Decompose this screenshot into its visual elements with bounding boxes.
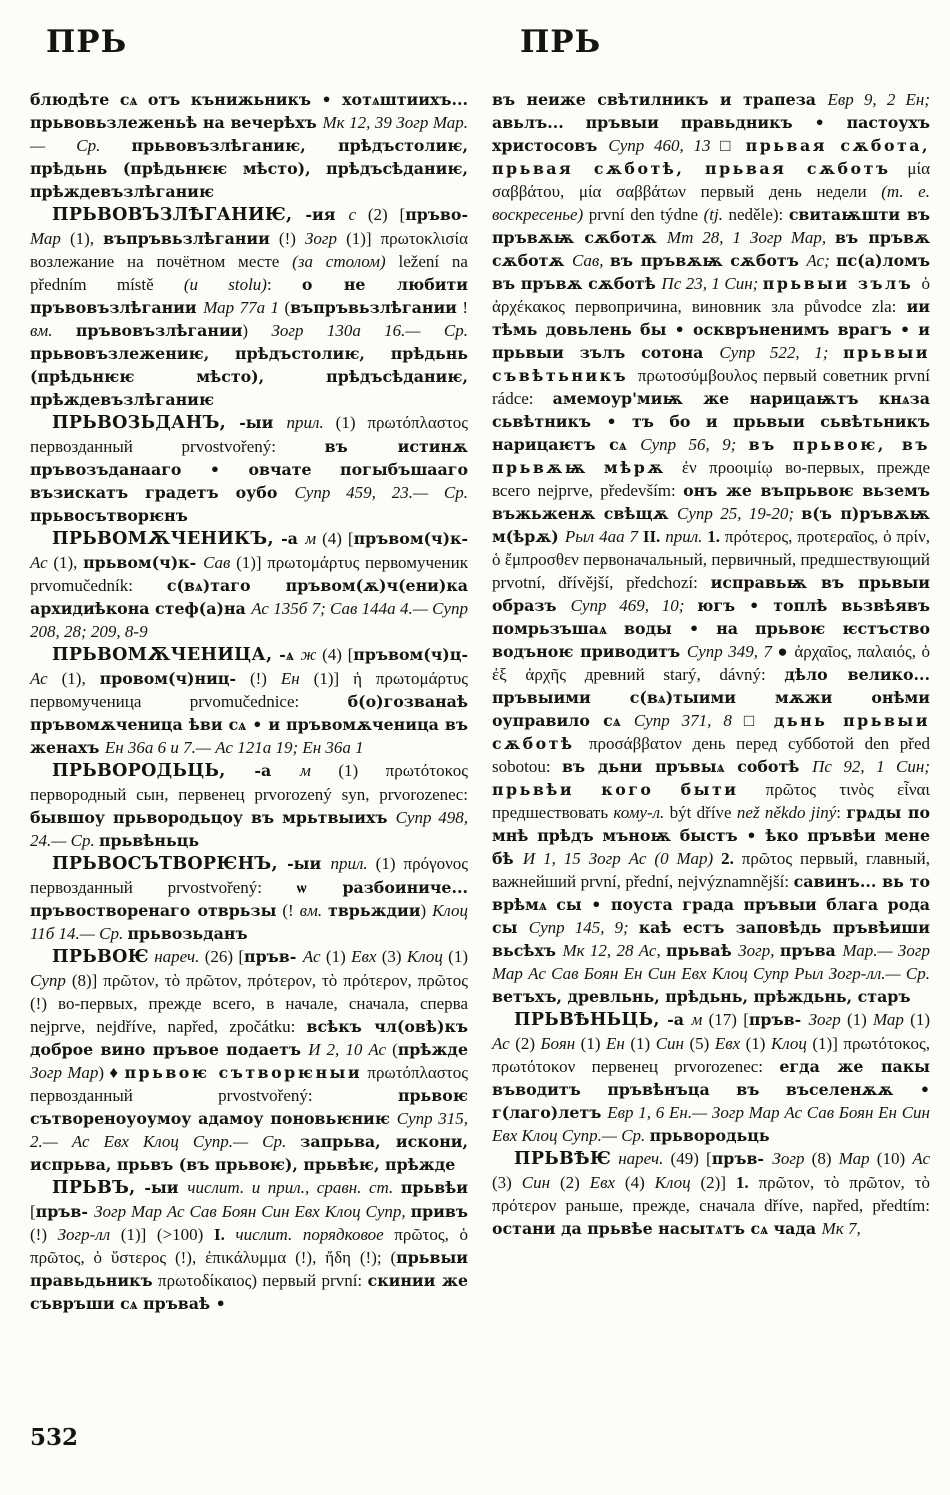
gloss-text: ) — [420, 901, 433, 920]
ocs-quotation: запрьва, искони, испрьва, прьвъ (въ прьвоѥ), прьвѣѥ, прѣжде — [30, 1132, 468, 1174]
gloss-text: (2) — [509, 1034, 541, 1053]
reference-italic: Ас; — [806, 251, 837, 270]
ocs-quotation: о не любити пръвовъзлѣгании — [30, 275, 468, 317]
ocs-sublemma: прьвая сѫбота, прьвая сѫботѣ, прьвая сѫботъ — [492, 136, 931, 178]
ocs-quotation: тврьждии — [328, 901, 421, 920]
dictionary-paragraph — [30, 1176, 468, 1315]
reference-italic: (за столом) — [292, 252, 386, 271]
reference-italic: Клоц 11б 14.— Ср. — [30, 901, 468, 943]
gloss-text: (!) — [236, 669, 281, 688]
ocs-quotation: онъ же въпрьвоѥ вьземъ въжьженѫ свѣщѫ — [492, 481, 930, 523]
ocs-quotation: прьвовъзлѣганиѥ, прѣдъстолиѥ, прѣдьнь (прѣдьнѥѥ мѣсто), прѣдъсѣданиѥ, прѣждевъзлѣганиѥ — [30, 136, 468, 201]
ocs-sublemma: прьвыи зълъ — [762, 274, 922, 293]
headword: ПРЬВОРОДЬЦЬ, — [52, 761, 226, 781]
ocs-quotation: ѡ разбоиниче... пръвостворенаго отврьзы — [30, 878, 468, 920]
sense-number: 1. — [735, 1173, 759, 1192]
ocs-quotation: свитаѭшти въ пръвѫѭ сѫботѫ — [492, 205, 931, 247]
ocs-quotation: въпръвьзлѣгании — [290, 298, 457, 317]
reference-italic: Супр 145, 9; — [528, 918, 639, 937]
ocs-quotation: провом(ч)ниц- — [99, 669, 237, 688]
ocs-quotation: амемоур'миѭ же нарицаѭтъ кнѧза сьвѣтникъ • тъ бо и прьвыи сьвѣтьникъ нарицаѥтъ сѧ — [492, 389, 930, 454]
headword: ПРЬВОМѪЧЕНИЦА, — [52, 645, 273, 665]
gloss-text: ležení na předním místě — [30, 252, 468, 294]
ocs-quotation: б(о)гозванаѣ пръвомѫченица ѣви сѧ • и пръвомѫченица въ женахъ — [30, 692, 468, 757]
gloss-text: (4) — [615, 1173, 655, 1192]
reference-italic: Евр 9, 2 Ен; — [827, 90, 930, 109]
reference-italic: (tj. — [703, 205, 729, 224]
sense-number: 2. — [721, 849, 742, 868]
gloss-text: (1), — [47, 553, 84, 572]
ocs-quotation: бывшоу прьвородьцоу въ мрьтвыихъ — [30, 808, 396, 827]
dictionary-paragraph — [492, 1008, 930, 1147]
gloss-text: μία σαββάτου, μία σαββάτων первый день недели — [492, 159, 930, 201]
running-head-right: ПРЬ — [520, 24, 602, 60]
gloss-text: (2) [ — [356, 205, 406, 224]
dictionary-paragraph — [30, 203, 468, 411]
dictionary-paragraph — [492, 88, 930, 1008]
reference-italic: прил. — [665, 527, 708, 546]
ocs-quotation: всѣкъ чл(овѣ)къ доброе вино пръвое подаетъ — [30, 1017, 468, 1059]
gloss-text: ! — [456, 298, 468, 317]
ocs-quotation: грѧды по мнѣ прѣдъ мъноѭ быстъ • ѣко пръвѣи мене бѣ — [492, 803, 930, 868]
headword: ПРЬВОВЪЗЛѢГАНИѤ, — [52, 205, 293, 225]
gloss-text: πρωτοδίκαιος) первый první: — [152, 1271, 368, 1290]
ocs-quotation: прьвѣи — [400, 1178, 469, 1197]
reference-italic: Мар — [873, 1010, 904, 1029]
reference-italic: (т. е. воскресенье) — [492, 182, 930, 224]
reference-italic: Зогр — [772, 1149, 805, 1168]
gloss-text: ἐν προοιμίῳ во-первых, прежде всего nejprve, především: — [492, 458, 931, 500]
reference-italic: Евр 1, 6 Ен.— Зогр Мар Ас Сав Боян Ен Син Евх Клоц Супр.— Ср. — [492, 1103, 930, 1145]
ocs-quotation: прьвыи правьдьникъ — [30, 1248, 468, 1290]
gloss-text: (1) — [575, 1034, 607, 1053]
ocs-quotation: пръвовъзлѣгании — [75, 321, 243, 340]
reference-italic: Ас — [30, 669, 48, 688]
gloss-text: πρῶτος, ὁ πρῶτος, ὁ ὕστερος (!), ἐπικάλυμμα (!), ἤδη (!); ( — [30, 1225, 468, 1267]
reference-italic: Пс 23, 1 Син; — [661, 274, 763, 293]
gloss-text: [ — [30, 1202, 36, 1221]
reference-italic: Зогр Мар Ас Сав Боян Син Евх Клоц Супр, — [94, 1202, 411, 1221]
dictionary-paragraph — [492, 1147, 930, 1240]
reference-italic: Ен — [280, 669, 300, 688]
gloss-text: (3) — [376, 947, 407, 966]
reference-italic: Супр 56, 9; — [640, 435, 749, 454]
gloss-text: πρῶτος τινὸς εἶναι предшествовать — [492, 780, 930, 822]
reference-italic: Супр 469, 10; — [570, 596, 698, 615]
ocs-quotation: прьвом(ч)к- — [83, 553, 204, 572]
gloss-text: (1) — [320, 947, 352, 966]
reference-italic: И 2, 10 Ас — [308, 1040, 387, 1059]
reference-italic: Зогр 130а 16.— Ср. — [271, 321, 468, 340]
dictionary-paragraph — [30, 88, 468, 203]
reference-italic: Мк 12, 39 Зогр Мар.— Ср. — [30, 113, 469, 155]
dictionary-paragraph — [30, 411, 468, 527]
ocs-quotation: -ыи — [277, 854, 331, 873]
reference-italic: Мт 28, 1 Зогр Мар, — [666, 228, 836, 247]
gloss-text: (1) πρωτόπλαστος первозданный prvostvořený: — [30, 413, 469, 456]
reference-italic: Сав, — [571, 251, 610, 270]
headword: ПРЬВѢНЬЦЬ, — [514, 1010, 660, 1030]
ocs-quotation: каѣ естъ заповѣдь пръвѣиши вьсѣхъ — [492, 918, 930, 960]
reference-italic: Клоц — [654, 1173, 691, 1192]
ocs-quotation: пръв- — [748, 1010, 809, 1029]
ocs-quotation: пръв- — [244, 947, 303, 966]
gloss-text: (3) — [492, 1173, 522, 1192]
gloss-text: (1) πρόγονος первозданный prvostvořený: — [30, 854, 468, 897]
dictionary-paragraph — [30, 643, 468, 759]
headword: ПРЬВОСЪТВОРѤНЪ, — [52, 854, 278, 874]
headword: ПРЬВОЗЬДАНЪ, — [52, 413, 227, 433]
ocs-quotation: прьвозьданъ — [127, 924, 248, 943]
ocs-quotation: въ пръвѫѭ сѫботъ — [609, 251, 807, 270]
gloss-text: ● ἀρχαῖος, παλαιός, ὁ ἐξ ἀρχῆς древний starý, dávný: — [492, 642, 930, 684]
ocs-quotation: прѣжде — [397, 1040, 468, 1059]
ocs-quotation: въ неиже свѣтилникъ и трапеза — [492, 90, 828, 109]
ocs-quotation: егда же пакы въводитъ пръвѣнъца въ въселенѫѫ • г(лаго)летъ — [492, 1057, 930, 1122]
ocs-quotation: пс(а)ломъ въ пръвѫ сѫботѣ — [492, 251, 930, 293]
running-head-left: ПРЬ — [46, 24, 128, 60]
ocs-sublemma: дьнь прьвыи сѫботѣ — [492, 711, 930, 753]
reference-italic: Супр 349, 7 — [686, 642, 772, 661]
ocs-quotation: въ дьни пръвыѧ соботѣ — [562, 757, 813, 776]
reference-italic: Мк 12, 28 Ас, — [562, 941, 667, 960]
reference-italic: Супр 498, 24.— Ср. — [30, 808, 468, 850]
reference-italic: Мар 77а 1 — [203, 298, 280, 317]
ocs-quotation: прьваѣ — [666, 941, 739, 960]
reference-italic: Супр — [30, 971, 66, 990]
ocs-quotation: в(ъ п)ръвѫѭ м(ѣрѫ) — [492, 504, 930, 546]
ocs-quotation: югъ • топлѣ вьзвѣявъ помрьзъшаѧ воды • на прьвоѥ ѥстъство водъноѥ приводитъ — [492, 596, 930, 661]
gloss-text: (1) — [840, 1010, 874, 1029]
reference-italic: вм. — [299, 901, 329, 920]
reference-italic: než někdo jiný — [736, 803, 837, 822]
ocs-quotation: ветъхъ, древльнь, прѣдьнь, прѣждьнь, старъ — [492, 987, 911, 1006]
gloss-text: ὁ ἀρχέκακος первопричина, виновник зла původce zla: — [492, 274, 930, 316]
ocs-quotation: с(вѧ)таго пръвом(ѫ)ч(ени)ка архидиѣкона стеф(а)на — [30, 576, 469, 618]
reference-italic: Ас — [912, 1149, 930, 1168]
gloss-text: (4) [ — [316, 645, 354, 664]
ocs-quotation: прьвосътворѥнъ — [30, 506, 188, 525]
reference-italic: Ас — [30, 553, 48, 572]
gloss-text: první den týdne — [583, 205, 704, 224]
right-column — [492, 24, 930, 1315]
gloss-text: (1) — [442, 947, 469, 966]
ocs-quotation: остани да прьвѣе насытѧтъ сѧ чада — [492, 1219, 822, 1238]
ocs-quotation: въ пръвѫ сѫботѫ — [492, 228, 930, 270]
gloss-text: (1)] πρωτοκλισία возлежание на почётном месте — [30, 229, 469, 271]
reference-italic: с — [348, 205, 357, 224]
gloss-text: (2) — [550, 1173, 590, 1192]
ocs-quotation: ии тѣмь довьлень бы • осквръненимъ врагъ • и прьвыи зълъ сотона — [492, 297, 930, 362]
ocs-quotation: прьвѣньць — [98, 831, 200, 850]
reference-italic: Зогр — [304, 229, 338, 248]
gloss-text: □ — [731, 711, 774, 730]
gloss-text: (1)] (>100) — [110, 1225, 214, 1244]
reference-italic: Евх — [589, 1173, 615, 1192]
sense-number: II. — [642, 527, 666, 546]
reference-italic: прил. — [330, 854, 368, 873]
reference-italic: Ас — [302, 947, 321, 966]
gloss-text: (8)] πρῶτον, τὸ πρῶτον, πρότερον, τὸ πρότερον, πρῶτος (!) во-первых, прежде всего, в начале, сначала, сперва nejprve, nejdříve, napřed, zpočátku: — [30, 971, 468, 1036]
reference-italic: Ас — [492, 1034, 510, 1053]
gloss-text: (1) — [624, 1034, 656, 1053]
ocs-quotation: -ыи — [135, 1178, 188, 1197]
ocs-quotation: пръв- — [711, 1149, 773, 1168]
ocs-quotation: прьвовъзлежениѥ, прѣдъстолиѥ, прѣдьнь (прѣдьнѥѥ мѣсто), прѣдъсѣданиѥ, прѣждевъзлѣганиѥ — [30, 344, 468, 409]
reference-italic: Пс 92, 1 Син; — [812, 757, 930, 776]
ocs-quotation: -ѧ — [272, 645, 301, 664]
gloss-text: (10) — [869, 1149, 913, 1168]
ocs-quotation: пръв- — [35, 1202, 95, 1221]
ocs-quotation: въ истинѫ пръвозъданааго • овчате погыбъшааго възискатъ градетъ оубо — [30, 437, 468, 502]
reference-italic: Евх — [714, 1034, 741, 1053]
reference-italic: Мк 7, — [821, 1219, 861, 1238]
left-column — [30, 24, 468, 1315]
ocs-quotation: -ия — [292, 205, 349, 224]
gloss-text: (17) [ — [702, 1010, 749, 1029]
ocs-quotation: исправьѭ въ прьвыи образъ — [492, 573, 930, 615]
reference-italic: ж — [300, 645, 317, 664]
ocs-quotation: пръво- — [405, 205, 468, 224]
ocs-sublemma: прьвоѥ сътворѥныи — [124, 1063, 363, 1082]
headword: ПРЬВОѤ — [52, 947, 149, 967]
headword: ПРЬВЪ, — [52, 1178, 136, 1198]
reference-italic: Мар — [838, 1149, 870, 1168]
reference-italic: Супр 522, 1; — [719, 343, 844, 362]
reference-italic: Зогр Мар — [30, 1063, 99, 1082]
gloss-text: (1) πρωτότοκος первородный сын, первенец prvorozený syn, prvorozenec: — [30, 761, 469, 804]
reference-italic: кому-л. — [613, 803, 665, 822]
ocs-quotation: въпръвьзлѣгании — [103, 229, 270, 248]
ocs-quotation: привъ — [410, 1202, 468, 1221]
ocs-quotation: дѣло велико... пръвыими с(вѧ)тыими мѫжи онѣми оуправило сѧ — [492, 665, 930, 730]
reference-italic: числит. и прил., сравн. ст. — [187, 1178, 401, 1197]
gloss-text: být dříve — [664, 803, 737, 822]
gloss-text: (2)] — [690, 1173, 736, 1192]
reference-italic: Сав — [203, 553, 231, 572]
gloss-text: πρωτοσύμβουλος первый советник první rádce: — [492, 366, 930, 408]
reference-italic: прил. — [286, 413, 324, 432]
ocs-quotation: скинии же съвръши сѧ пръваѣ • — [30, 1271, 468, 1313]
reference-italic: Мар — [30, 229, 61, 248]
ocs-quotation: блюдѣте сѧ отъ кънижьникъ • хотѧштиихъ... прьвовьзлеженьѣ на вечерѣхъ — [30, 90, 468, 132]
gloss-text: : — [266, 275, 302, 294]
gloss-text: ) — [242, 321, 272, 340]
gloss-text: (1) — [740, 1034, 771, 1053]
gloss-text: (1) — [903, 1010, 931, 1029]
ocs-quotation: -а — [225, 761, 300, 780]
reference-italic: Мар.— Зогр Мар Ас Сав Боян Ен Син Евх Клоц Супр Рыл Зогр-лл.— Ср. — [492, 941, 930, 983]
dictionary-paragraph — [30, 852, 468, 945]
reference-italic: нареч. — [618, 1149, 664, 1168]
ocs-quotation: пръвом(ч)ц- — [353, 645, 468, 664]
gloss-text: (1)] ἡ πρωτομάρτυς первомученица prvomučednice: — [30, 669, 468, 711]
reference-italic: м — [691, 1010, 703, 1029]
reference-italic: Клоц — [406, 947, 443, 966]
reference-italic: м — [305, 529, 317, 548]
gloss-text: : — [836, 803, 847, 822]
left-column-text — [30, 88, 468, 1315]
reference-italic: нареч. — [154, 947, 200, 966]
reference-italic: Супр 25, 19-20; — [677, 504, 802, 523]
ocs-quotation: -а — [659, 1010, 692, 1029]
gloss-text: πρῶτον, τὸ πρῶτον, τὸ πρότερον раньше, прежде, сначала dříve, napřed, předtím: — [492, 1173, 931, 1215]
reference-italic: Евх — [351, 947, 377, 966]
gloss-text: (26) [ — [199, 947, 245, 966]
reference-italic: И 1, 15 Зогр Ас (0 Мар) — [522, 849, 722, 868]
ocs-quotation: прьвородьць — [649, 1126, 770, 1145]
reference-italic: Зогр, — [738, 941, 780, 960]
ocs-sublemma: въ прьвоѥ, въ прьвѫѭ мѣрѫ — [492, 435, 931, 477]
gloss-text: (49) [ — [663, 1149, 712, 1168]
dictionary-paragraph — [30, 527, 468, 643]
right-column-text — [492, 88, 930, 1240]
headword: ПРЬВѢѤ — [514, 1149, 612, 1169]
gloss-text: (8) — [804, 1149, 839, 1168]
gloss-text: □ — [710, 136, 746, 155]
reference-italic: числит. порядковое — [235, 1225, 395, 1244]
ocs-quotation: -а — [273, 529, 306, 548]
gloss-text: (! — [276, 901, 300, 920]
gloss-text: (5) — [683, 1034, 715, 1053]
gloss-text: προσάββατον день перед субботой den před sobotou: — [492, 734, 930, 776]
reference-italic: Супр 460, 13 — [608, 136, 711, 155]
reference-italic: Рыл 4аа 7 — [564, 527, 643, 546]
ocs-quotation: авьлъ... пръвыи правьдникъ • пастоухъ христосовъ — [492, 113, 930, 155]
sense-number: 1. — [707, 527, 725, 546]
page-number: 532 — [30, 1424, 79, 1451]
reference-italic: Ен 36а 6 и 7.— Ас 121а 19; Ен 36а 1 — [104, 738, 364, 757]
ocs-quotation: савинъ... вь то врѣмѧ сы • поуста града пръвыи блага рода сы — [492, 872, 930, 937]
reference-italic: (u stolu) — [183, 275, 267, 294]
gloss-text: ( — [386, 1040, 398, 1059]
gloss-text: (!) — [30, 1225, 58, 1244]
ocs-quotation: пръва — [779, 941, 843, 960]
ocs-quotation: прьвоѥ сътвореноуоумоу адамоу поновьѥниѥ — [30, 1086, 468, 1128]
ocs-sublemma: прьвѣи кого быти — [492, 780, 766, 799]
gloss-text: ( — [279, 298, 291, 317]
gloss-text: ) ♦ — [98, 1063, 125, 1082]
gloss-text: (1), — [60, 229, 104, 248]
reference-italic: Зогр-лл — [57, 1225, 111, 1244]
reference-italic: Ас 135б 7; Сав 144а 4.— Супр 208, 28; 209, 8-9 — [30, 599, 468, 641]
gloss-text: πρῶτος первый, главный, важнейший první, přední, nejvýznamnější: — [492, 849, 930, 891]
gloss-text: (1)] πρωτότοκος, πρωτότοκον первенец prvorozenec: — [492, 1034, 930, 1076]
reference-italic: м — [299, 761, 311, 780]
reference-italic: Супр 315, 2.— Ас Евх Клоц Супр.— Ср. — [30, 1109, 468, 1151]
headword: ПРЬВОМѪЧЕНИКЪ, — [52, 529, 274, 549]
reference-italic: Супр 459, 23.— Ср. — [294, 483, 468, 502]
ocs-quotation: -ыи — [226, 413, 287, 432]
reference-italic: Клоц — [770, 1034, 807, 1053]
dictionary-paragraph — [30, 759, 468, 852]
reference-italic: Син — [521, 1173, 551, 1192]
gloss-text: (1), — [47, 669, 100, 688]
ocs-sublemma: прьвыи съвѣтьникъ — [492, 343, 930, 385]
reference-italic: вм. — [30, 321, 76, 340]
reference-italic: Син — [655, 1034, 684, 1053]
gloss-text: (!) — [269, 229, 305, 248]
gloss-text: πρωτόπλαστος первозданный prvostvořený: — [30, 1063, 468, 1105]
gloss-text: neděle): — [728, 205, 789, 224]
dictionary-paragraph — [30, 945, 468, 1176]
reference-italic: Боян — [540, 1034, 576, 1053]
gloss-text: (1)] πρωτομάρτυς первомученик prvomučedník: — [30, 553, 468, 595]
reference-italic: Супр 371, 8 — [633, 711, 732, 730]
sense-number: I. — [213, 1225, 236, 1244]
reference-italic: Зогр — [808, 1010, 841, 1029]
gloss-text: (4) [ — [316, 529, 354, 548]
gloss-text: πρότερος, προτεραῖος, ὁ πρίν, ὁ ἔμπροσθεν первоначальный, первичный, предшествующий prvotní, dřívější, předchozí: — [492, 527, 931, 592]
reference-italic: Ен — [606, 1034, 625, 1053]
ocs-quotation: пръвом(ч)к- — [353, 529, 469, 548]
